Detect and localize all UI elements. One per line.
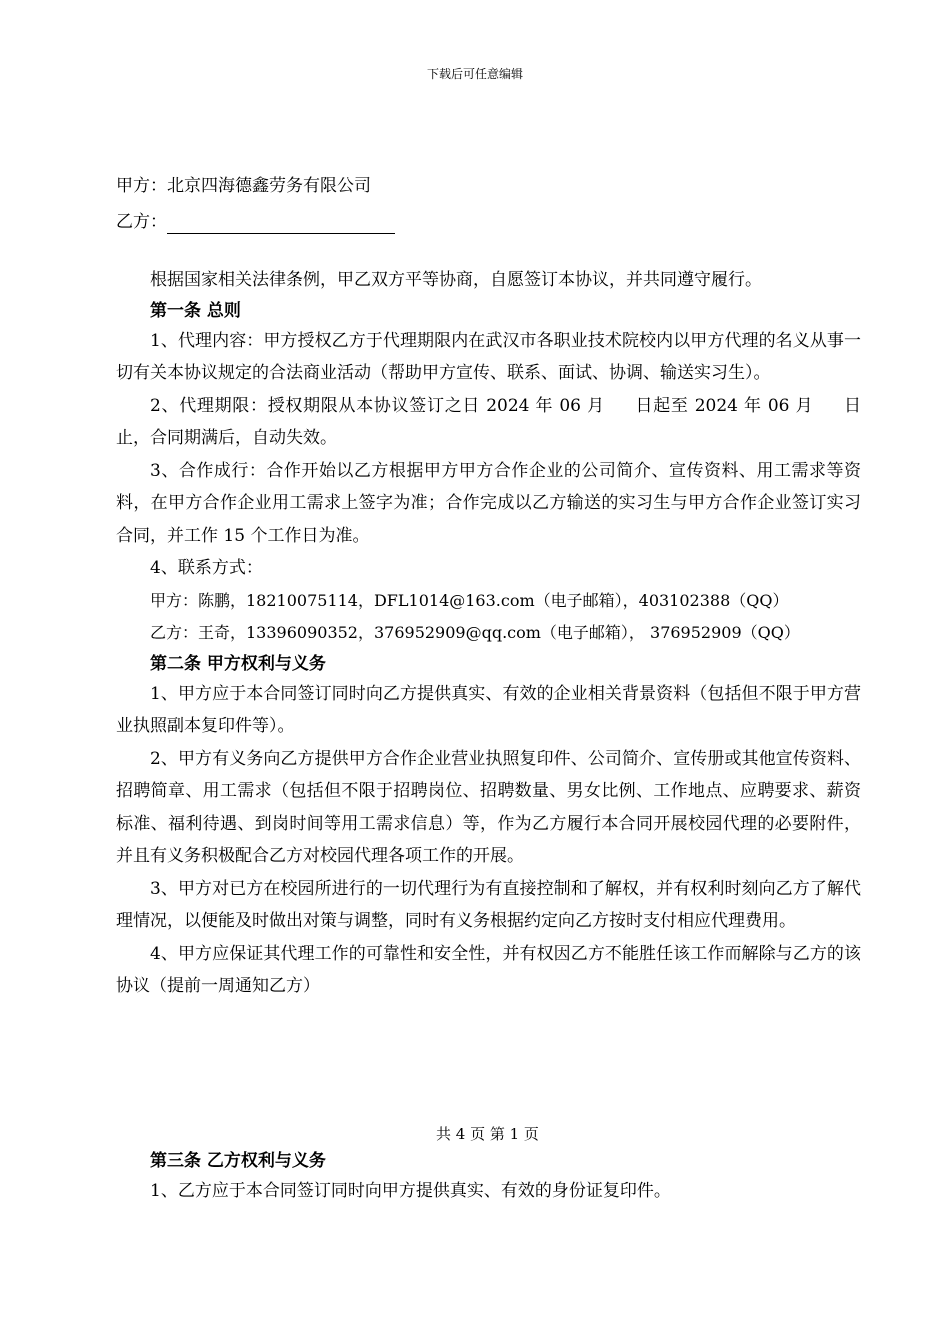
header-note: 下载后可任意编辑 [426,67,523,81]
article-2-p3: 3、甲方对已方在校园所进行的一切代理行为有直接控制和了解权，并有权利时刻向乙方了解代理情况，以便能及时做出对策与调整，同时有义务根据约定向乙方按时支付相应代理费用。 [116,878,861,931]
party-a-line: 甲方：北京四海德鑫劳务有限公司 [116,176,371,196]
contract-body [116,264,861,1003]
contact-b: 乙方：王奇，13396090352，376952909@qq.com（电子邮箱）， 376952909（QQ） [150,623,800,642]
article-1-title: 第一条 总则 [150,300,241,321]
page-footer: 共 4 页 第 1 页 [436,1125,539,1143]
article-1-p1: 1、代理内容：甲方授权乙方于代理期限内在武汉市各职业技术院校内以甲方代理的名义从事一切有关本协议规定的合法商业活动（帮助甲方宣传、联系、面试、协调、输送实习生）。 [116,330,861,383]
article-2-title: 第二条 甲方权利与义务 [150,653,326,674]
article-1-p4: 4、联系方式： [150,558,263,578]
contract-body-continued [116,1146,861,1206]
article-1-p2-c: 日止，合同期满后，自动失效。 [116,395,861,448]
contact-a: 甲方：陈鹏，18210075114，DFL1014@163.com（电子邮箱），403102388（QQ） [150,590,789,610]
article-1-p2-a: 2、代理期限：授权期限从本协议签订之日 2024 年 06 月 [150,395,605,416]
article-1-p3: 3、合作成行：合作开始以乙方根据甲方甲方合作企业的公司简介、宣传资料、用工需求等资料，在甲方合作企业用工需求上签字为准；合作完成以乙方输送的实习生与甲方合作企业签订实习合同，并工作 15 个工作日为准。 [116,460,861,546]
article-1-p2-b: 日起至 2024 年 06 月 [634,395,814,416]
party-b-blank [167,215,395,234]
article-1-p2 [116,390,861,455]
article-2-p1: 1、甲方应于本合同签订同时向乙方提供真实、有效的企业相关背景资料（包括但不限于甲方营业执照副本复印件等）。 [116,683,861,736]
article-2-p2: 2、甲方有义务向乙方提供甲方合作企业营业执照复印件、公司简介、宣传册或其他宣传资料、招聘简章、用工需求（包括但不限于招聘岗位、招聘数量、男女比例、工作地点、应聘要求、薪资标准、福利待遇、到岗时间等用工需求信息）等，作为乙方履行本合同开展校园代理的必要附件，并且有义务积极配合乙方对校园代理各项工作的开展。 [116,748,861,866]
article-2-p4: 4、甲方应保证其代理工作的可靠性和安全性，并有权因乙方不能胜任该工作而解除与乙方的该协议（提前一周通知乙方） [116,943,861,996]
party-b-label: 乙方： [116,212,167,232]
intro-paragraph: 根据国家相关法律条例，甲乙双方平等协商，自愿签订本协议，并共同遵守履行。 [150,270,762,290]
article-3-title: 第三条 乙方权利与义务 [150,1151,326,1171]
article-3-p1: 1、乙方应于本合同签订同时向甲方提供真实、有效的身份证复印件。 [150,1181,671,1201]
party-b-line [116,210,395,234]
